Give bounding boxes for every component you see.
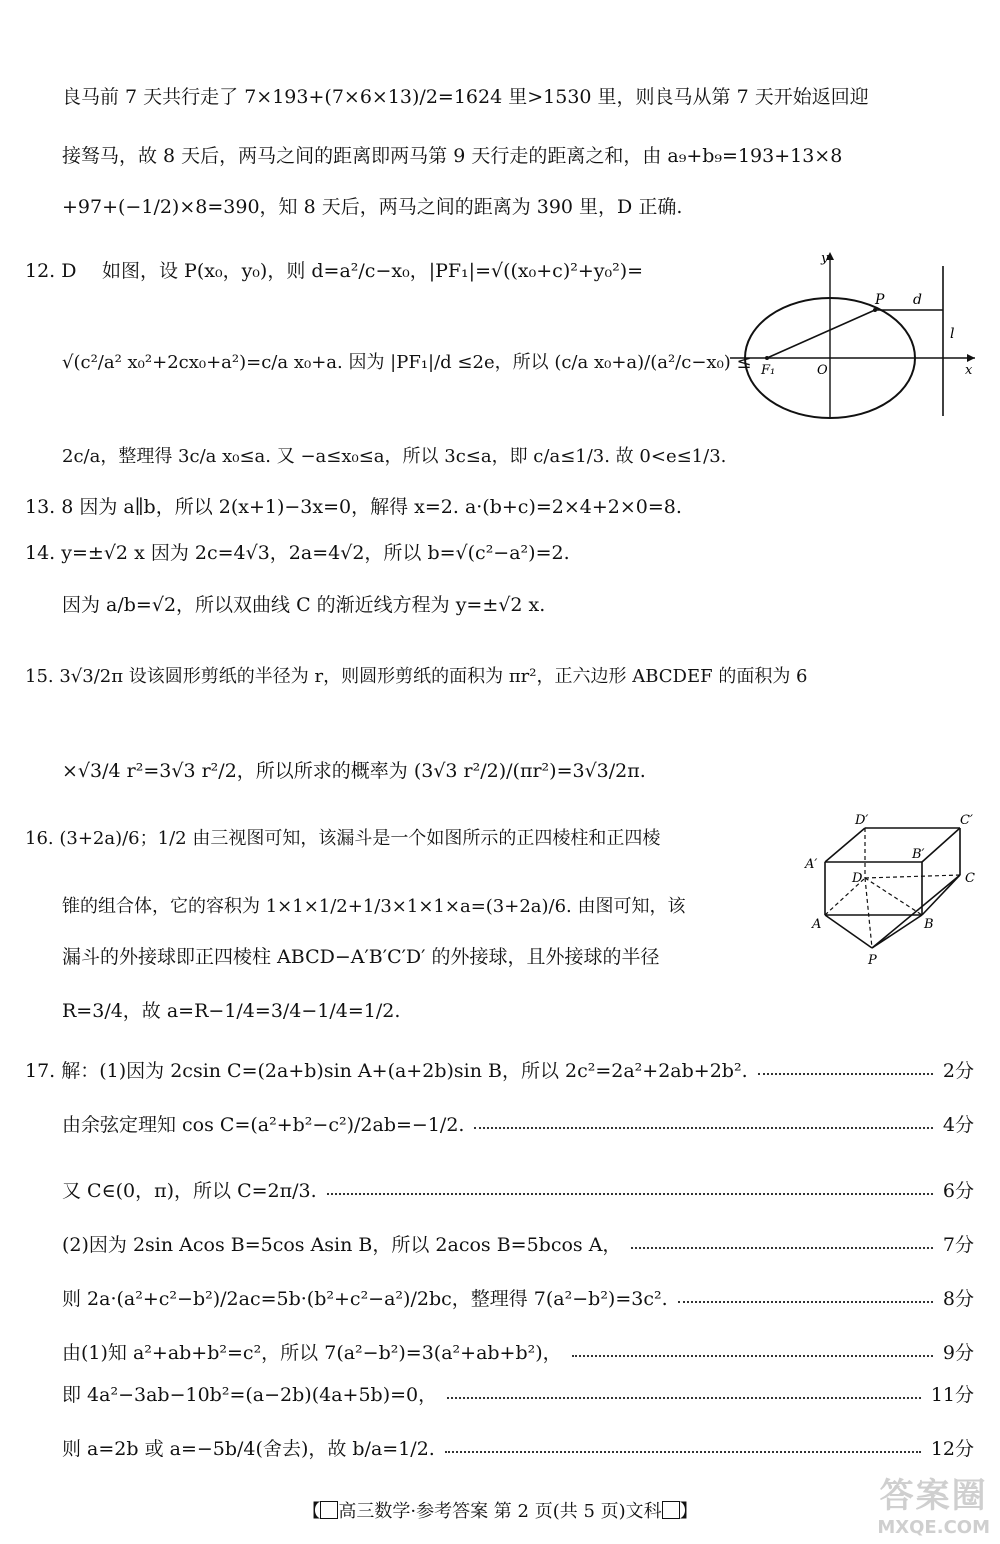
text-line: ×√3/4 r²=3√3 r²/2，所以所求的概率为 (3√3 r²/2)/(πr²)=3√3/2π. xyxy=(62,760,646,782)
dot-leader xyxy=(758,1073,933,1075)
solution-text: 则 2a·(a²+c²−b²)/2ac=5b·(b²+c²−a²)/2bc，整理得 7(a²−b²)=3c². xyxy=(62,1288,668,1310)
dot-leader xyxy=(327,1193,933,1195)
solution-line xyxy=(62,1110,974,1137)
y-axis-label: y xyxy=(821,251,829,266)
text-line: 因为 a/b=√2，所以双曲线 C 的渐近线方程为 y=±√2 x. xyxy=(62,594,546,616)
dot-leader xyxy=(445,1451,921,1453)
origin-label: O xyxy=(817,363,828,378)
text-line: 14. y=±√2 x 因为 2c=4√3，2a=4√2，所以 b=√(c²−a²)=2. xyxy=(25,542,570,564)
vertex-B-prime-label: B′ xyxy=(912,847,925,862)
vertex-C-prime-label: C′ xyxy=(960,813,973,828)
text-line: √(c²/a² x₀²+2cx₀+a²)=c/a x₀+a. 因为 |PF₁|/d ≤2e，所以 (c/a x₀+a)/(a²/c−x₀) ≤ xyxy=(62,352,752,373)
solution-text: 17. 解：(1)因为 2csin C=(2a+b)sin A+(a+2b)sin B，所以 2c²=2a²+2ab+2b². xyxy=(25,1060,748,1082)
solution-text: 又 C∈(0，π)，所以 C=2π/3. xyxy=(62,1180,317,1202)
solution-line xyxy=(25,1056,974,1083)
text-line: 13. 8 因为 a∥b，所以 2(x+1)−3x=0，解得 x=2. a·(b+c)=2×4+2×0=8. xyxy=(25,496,682,518)
text-line: 良马前 7 天共行走了 7×193+(7×6×13)/2=1624 里>1530 里，则良马从第 7 天开始返回迎 xyxy=(62,86,869,108)
point-P-label: P xyxy=(875,292,885,308)
watermark-line1: 答案圈 xyxy=(879,1476,988,1516)
ellipse-figure xyxy=(725,248,980,423)
watermark-line2: MXQE.COM xyxy=(877,1517,990,1538)
solution-line xyxy=(62,1284,974,1311)
solution-line xyxy=(62,1230,974,1257)
vertex-D-label: D xyxy=(852,871,863,886)
dot-leader xyxy=(474,1127,932,1129)
solution-text: 即 4a²−3ab−10b²=(a−2b)(4a+5b)=0， xyxy=(62,1384,438,1406)
d-label: d xyxy=(913,292,922,308)
text-line: 15. 3√3/2π 设该圆形剪纸的半径为 r，则圆形剪纸的面积为 πr²，正六边形 ABCDEF 的面积为 6 xyxy=(25,666,808,687)
vertex-A-label: A xyxy=(812,917,822,932)
solution-text: (2)因为 2sin Acos B=5cos Asin B，所以 2acos B=5bcos A， xyxy=(62,1234,622,1256)
vertex-A-prime-label: A′ xyxy=(805,857,818,872)
dot-leader xyxy=(572,1355,933,1357)
F1-label: F₁ xyxy=(761,363,776,378)
solution-text: 则 a=2b 或 a=−5b/4(舍去)，故 b/a=1/2. xyxy=(62,1438,435,1460)
footer-left-bracket: 【 xyxy=(302,1501,321,1522)
score: 4分 xyxy=(942,1114,974,1136)
score: 9分 xyxy=(942,1342,974,1364)
dot-leader xyxy=(447,1397,921,1399)
vertex-C-label: C xyxy=(965,871,975,886)
text-line: 2c/a，整理得 3c/a x₀≤a. 又 −a≤x₀≤a，所以 3c≤a，即 c/a≤1/3. 故 0<e≤1/3. xyxy=(62,446,727,467)
text-line: +97+(−1/2)×8=390，知 8 天后，两马之间的距离为 390 里，D 正确. xyxy=(62,196,683,218)
text-line: 锥的组合体，它的容积为 1×1×1/2+1/3×1×1×a=(3+2a)/6. 由图可知，该 xyxy=(62,896,686,917)
prism-figure xyxy=(800,810,985,970)
solution-text: 由(1)知 a²+ab+b²=c²，所以 7(a²−b²)=3(a²+ab+b²)， xyxy=(62,1342,562,1364)
watermark-logo xyxy=(877,1468,990,1538)
dot-leader xyxy=(678,1301,933,1303)
text-line: 接驽马，故 8 天后，两马之间的距离即两马第 9 天行走的距离之和，由 a₉+b₉=193+13×8 xyxy=(62,145,843,167)
question-number: 12. D xyxy=(25,260,77,282)
score: 12分 xyxy=(930,1438,974,1460)
footer-text: 高三数学·参考答案 第 2 页(共 5 页)文科 xyxy=(338,1501,662,1522)
solution-line xyxy=(62,1380,974,1407)
text-line: 漏斗的外接球即正四棱柱 ABCD−A′B′C′D′ 的外接球，且外接球的半径 xyxy=(62,946,660,968)
score: 11分 xyxy=(930,1384,974,1406)
checkbox-square-icon xyxy=(320,1501,338,1519)
solution-line xyxy=(62,1338,974,1365)
text-line: 如图，设 P(x₀，y₀)，则 d=a²/c−x₀，|PF₁|=√((x₀+c)²+y₀²)= xyxy=(102,260,644,282)
footer-right-bracket: 】 xyxy=(679,1501,698,1522)
score: 8分 xyxy=(942,1288,974,1310)
vertex-D-prime-label: D′ xyxy=(855,813,869,828)
text-line: 16. (3+2a)/6；1/2 由三视图可知，该漏斗是一个如图所示的正四棱柱和正四棱 xyxy=(25,828,661,849)
text-line: R=3/4，故 a=R−1/4=3/4−1/4=1/2. xyxy=(62,1000,401,1022)
score: 2分 xyxy=(942,1060,974,1082)
vertex-P-label: P xyxy=(868,953,877,968)
solution-text: 由余弦定理知 cos C=(a²+b²−c²)/2ab=−1/2. xyxy=(62,1114,465,1136)
score: 6分 xyxy=(942,1180,974,1202)
checkbox-square-icon xyxy=(662,1501,680,1519)
solution-line xyxy=(62,1176,974,1203)
score: 7分 xyxy=(942,1234,974,1256)
l-label: l xyxy=(950,326,955,342)
x-axis-label: x xyxy=(965,363,973,378)
solution-line xyxy=(62,1434,974,1461)
vertex-B-label: B xyxy=(924,917,934,932)
page-footer xyxy=(0,1497,1000,1523)
dot-leader xyxy=(631,1247,932,1249)
